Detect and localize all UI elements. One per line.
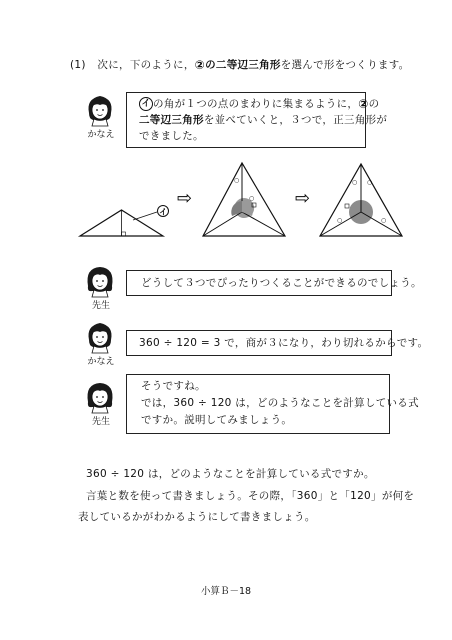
page-number: 小算Ｂ－18 [200,586,252,597]
marker-2: ② [194,58,206,72]
dialog-1-line-3: できました。 [139,130,204,142]
dialog-1-line-2: 二等辺三角形を並べていくと，３つで，正三角形が [139,114,388,126]
dialog-box-teacher-2 [126,374,419,434]
task-line-1: 360 ÷ 120 は，どのようなことを計算している式ですか。 [86,468,375,480]
question-header [70,58,409,72]
speaker-label-teacher-2: 先生 [91,417,110,427]
avatar-kanae-1 [85,93,115,127]
svg-text:○: ○ [352,179,358,186]
dialog-4-line-2: では，360 ÷ 120 は，どのようなことを計算している式 [141,397,419,409]
angle-label-i: イ [159,207,167,217]
question-text-post: を選んで形をつくります。 [280,59,410,71]
dialog-2-text: どうして３つでぴったりつくることができるのでしょう。 [141,277,422,289]
svg-text:○: ○ [367,179,373,186]
dialog-4-line-3: ですか。説明してみましょう。 [141,414,293,426]
svg-text:○: ○ [234,177,240,184]
svg-text:○: ○ [381,217,387,224]
marker-i: イ [139,97,153,111]
dialog-3-text: 360 ÷ 120 = 3 で，商が３になり，わり切れるからです。 [139,337,429,349]
dialog-box-kanae-2 [126,330,429,356]
avatar-teacher-2 [85,380,115,414]
avatar-teacher-1 [85,264,115,298]
task-line-2: 言葉と数を使って書きましょう。その際，「360」と「120」が何を [86,490,415,502]
marker-2-inline: ② [358,97,369,111]
arrow-2: ⇨ [295,188,311,209]
svg-text:○: ○ [249,195,255,202]
three-triangles [320,164,402,236]
single-triangle [80,206,169,237]
triangle-diagram [75,160,405,250]
speaker-label-kanae-2: かなえ [87,357,115,367]
speaker-label-kanae-1: かなえ [87,130,115,140]
speaker-label-teacher-1: 先生 [91,301,110,311]
task-line-3: 表しているかがわかるようにして書きましょう。 [78,511,316,523]
two-triangles [203,163,285,236]
arrow-1: ⇨ [177,188,193,209]
dialog-box-teacher-1 [126,270,422,296]
question-number: (1) [70,59,86,71]
question-text-pre: 次に，下のように， [97,59,195,71]
dialog-1-line-1: イ の角が１つの点のまわりに集まるように，②の [139,97,379,111]
avatar-kanae-2 [85,320,115,354]
question-text-bold: の二等辺三角形 [205,59,281,71]
svg-text:○: ○ [337,217,343,224]
dialog-box-kanae-1 [126,92,388,148]
dialog-4-line-1: そうですね。 [141,380,206,392]
